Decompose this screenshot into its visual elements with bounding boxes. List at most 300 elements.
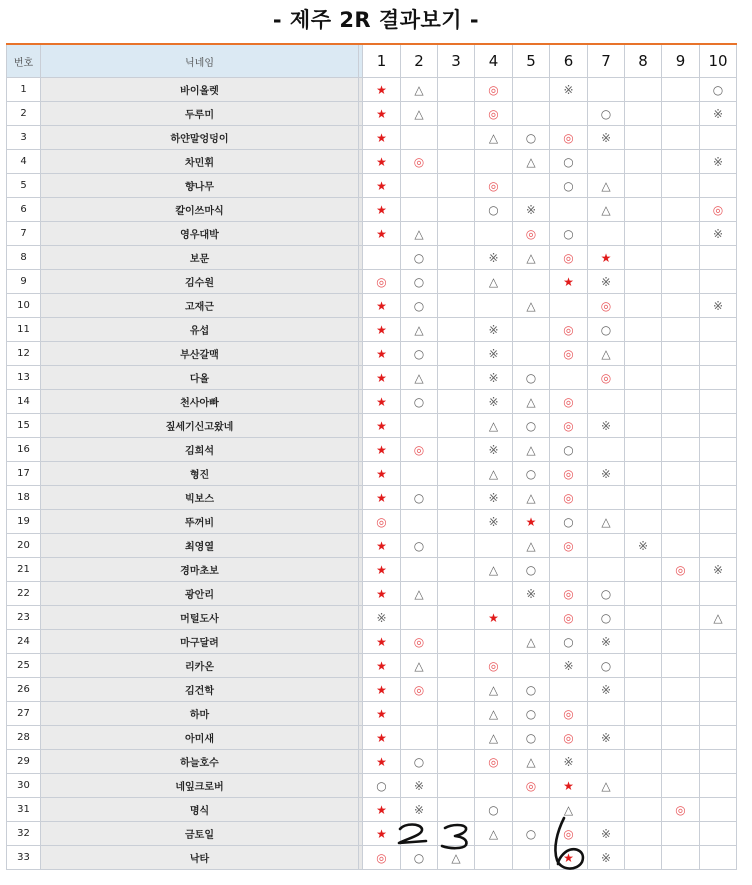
- pick-cell-race-4: [475, 534, 513, 558]
- pick-cell-race-3: [438, 294, 475, 318]
- header-race-10: 10: [700, 44, 737, 78]
- pick-cell-race-3: [438, 510, 475, 534]
- pick-cell-race-2: △: [401, 654, 438, 678]
- pick-cell-race-3: [438, 78, 475, 102]
- row-nickname: 김건학: [41, 678, 359, 702]
- pick-cell-race-1: ★: [363, 702, 401, 726]
- table-row: [7, 774, 737, 798]
- pick-cell-race-3: [438, 702, 475, 726]
- table-row: [7, 438, 737, 462]
- pick-cell-race-4: [475, 846, 513, 870]
- pick-cell-race-8: [625, 630, 662, 654]
- pick-cell-race-4: ※: [475, 390, 513, 414]
- pick-cell-race-9: [662, 438, 700, 462]
- pick-cell-race-9: [662, 246, 700, 270]
- pick-cell-race-1: ★: [363, 462, 401, 486]
- pick-cell-race-3: [438, 102, 475, 126]
- pick-cell-race-5: ○: [513, 558, 550, 582]
- pick-cell-race-7: ※: [588, 414, 625, 438]
- pick-cell-race-1: ★: [363, 342, 401, 366]
- pick-cell-race-3: [438, 582, 475, 606]
- row-number: 2: [7, 102, 41, 126]
- header-nickname: 닉네임: [41, 44, 359, 78]
- row-nickname: 최영열: [41, 534, 359, 558]
- row-nickname: 유섭: [41, 318, 359, 342]
- row-number: 3: [7, 126, 41, 150]
- pick-cell-race-6: [550, 198, 588, 222]
- row-nickname: 머털도사: [41, 606, 359, 630]
- row-number: 27: [7, 702, 41, 726]
- pick-cell-race-2: ○: [401, 486, 438, 510]
- pick-cell-race-4: [475, 150, 513, 174]
- pick-cell-race-4: [475, 222, 513, 246]
- row-number: 31: [7, 798, 41, 822]
- pick-cell-race-4: ※: [475, 366, 513, 390]
- pick-cell-race-4: [475, 582, 513, 606]
- pick-cell-race-3: [438, 246, 475, 270]
- pick-cell-race-9: [662, 78, 700, 102]
- pick-cell-race-2: ※: [401, 774, 438, 798]
- table-row: [7, 702, 737, 726]
- pick-cell-race-2: [401, 174, 438, 198]
- pick-cell-race-10: ※: [700, 558, 737, 582]
- row-nickname: 명식: [41, 798, 359, 822]
- pick-cell-race-5: ○: [513, 126, 550, 150]
- pick-cell-race-3: [438, 198, 475, 222]
- pick-cell-race-8: [625, 102, 662, 126]
- pick-cell-race-10: [700, 126, 737, 150]
- pick-cell-race-5: △: [513, 486, 550, 510]
- pick-cell-race-5: ◎: [513, 222, 550, 246]
- pick-cell-race-10: [700, 774, 737, 798]
- pick-cell-race-4: [475, 294, 513, 318]
- pick-cell-race-3: [438, 126, 475, 150]
- table-row: [7, 414, 737, 438]
- pick-cell-race-4: △: [475, 726, 513, 750]
- row-number: 10: [7, 294, 41, 318]
- row-number: 8: [7, 246, 41, 270]
- pick-cell-race-6: ◎: [550, 126, 588, 150]
- pick-cell-race-3: [438, 318, 475, 342]
- pick-cell-race-10: [700, 510, 737, 534]
- pick-cell-race-6: [550, 366, 588, 390]
- pick-cell-race-6: ◎: [550, 414, 588, 438]
- pick-cell-race-5: ※: [513, 198, 550, 222]
- pick-cell-race-6: ※: [550, 654, 588, 678]
- table-row: [7, 174, 737, 198]
- pick-cell-race-8: [625, 678, 662, 702]
- pick-cell-race-5: △: [513, 534, 550, 558]
- pick-cell-race-1: ◎: [363, 510, 401, 534]
- pick-cell-race-7: [588, 438, 625, 462]
- pick-cell-race-3: [438, 534, 475, 558]
- table-row: [7, 750, 737, 774]
- pick-cell-race-7: [588, 558, 625, 582]
- row-nickname: 하늘호수: [41, 750, 359, 774]
- row-number: 30: [7, 774, 41, 798]
- row-nickname: 낙타: [41, 846, 359, 870]
- pick-cell-race-6: ※: [550, 750, 588, 774]
- pick-cell-race-3: [438, 798, 475, 822]
- row-nickname: 짚세기신고왔네: [41, 414, 359, 438]
- pick-cell-race-9: ◎: [662, 558, 700, 582]
- pick-cell-race-9: [662, 294, 700, 318]
- pick-cell-race-1: ★: [363, 750, 401, 774]
- pick-cell-race-2: [401, 558, 438, 582]
- pick-cell-race-10: [700, 174, 737, 198]
- pick-cell-race-9: [662, 846, 700, 870]
- table-row: [7, 150, 737, 174]
- pick-cell-race-2: ○: [401, 846, 438, 870]
- pick-cell-race-2: ○: [401, 342, 438, 366]
- pick-cell-race-9: ◎: [662, 798, 700, 822]
- pick-cell-race-1: ※: [363, 606, 401, 630]
- pick-cell-race-3: △: [438, 846, 475, 870]
- header-race-6: 6: [550, 44, 588, 78]
- pick-cell-race-1: ★: [363, 678, 401, 702]
- pick-cell-race-6: ○: [550, 630, 588, 654]
- pick-cell-race-9: [662, 102, 700, 126]
- pick-cell-race-7: ※: [588, 630, 625, 654]
- pick-cell-race-3: [438, 342, 475, 366]
- pick-cell-race-9: [662, 270, 700, 294]
- pick-cell-race-10: [700, 750, 737, 774]
- pick-cell-race-6: ★: [550, 846, 588, 870]
- pick-cell-race-6: ◎: [550, 534, 588, 558]
- table-row: [7, 390, 737, 414]
- pick-cell-race-1: ◎: [363, 270, 401, 294]
- pick-cell-race-1: ★: [363, 414, 401, 438]
- pick-cell-race-6: ◎: [550, 822, 588, 846]
- row-number: 24: [7, 630, 41, 654]
- pick-cell-race-2: [401, 606, 438, 630]
- row-nickname: 네잎크로버: [41, 774, 359, 798]
- pick-cell-race-8: [625, 150, 662, 174]
- pick-cell-race-7: [588, 798, 625, 822]
- header-race-8: 8: [625, 44, 662, 78]
- pick-cell-race-7: ※: [588, 462, 625, 486]
- pick-cell-race-1: ★: [363, 558, 401, 582]
- pick-cell-race-8: [625, 486, 662, 510]
- pick-cell-race-4: ○: [475, 798, 513, 822]
- pick-cell-race-4: ※: [475, 438, 513, 462]
- pick-cell-race-9: [662, 534, 700, 558]
- pick-cell-race-7: [588, 150, 625, 174]
- table-row: [7, 126, 737, 150]
- pick-cell-race-9: [662, 126, 700, 150]
- pick-cell-race-5: △: [513, 750, 550, 774]
- row-nickname: 마구달려: [41, 630, 359, 654]
- pick-cell-race-8: [625, 78, 662, 102]
- pick-cell-race-5: ◎: [513, 774, 550, 798]
- row-nickname: 경마초보: [41, 558, 359, 582]
- pick-cell-race-10: ※: [700, 150, 737, 174]
- pick-cell-race-7: [588, 750, 625, 774]
- row-number: 16: [7, 438, 41, 462]
- pick-cell-race-5: ★: [513, 510, 550, 534]
- pick-cell-race-5: ○: [513, 726, 550, 750]
- row-number: 20: [7, 534, 41, 558]
- pick-cell-race-8: [625, 846, 662, 870]
- pick-cell-race-4: ◎: [475, 102, 513, 126]
- pick-cell-race-1: [363, 246, 401, 270]
- pick-cell-race-8: [625, 342, 662, 366]
- pick-cell-race-9: [662, 174, 700, 198]
- pick-cell-race-3: [438, 726, 475, 750]
- pick-cell-race-5: ※: [513, 582, 550, 606]
- pick-cell-race-7: ★: [588, 246, 625, 270]
- pick-cell-race-5: ○: [513, 414, 550, 438]
- pick-cell-race-3: [438, 774, 475, 798]
- table-row: [7, 534, 737, 558]
- pick-cell-race-2: ◎: [401, 678, 438, 702]
- pick-cell-race-4: ★: [475, 606, 513, 630]
- pick-cell-race-2: ※: [401, 798, 438, 822]
- table-row: [7, 630, 737, 654]
- table-row: [7, 102, 737, 126]
- pick-cell-race-10: [700, 630, 737, 654]
- pick-cell-race-10: ※: [700, 102, 737, 126]
- pick-cell-race-5: [513, 606, 550, 630]
- pick-cell-race-5: [513, 798, 550, 822]
- pick-cell-race-1: ★: [363, 390, 401, 414]
- pick-cell-race-4: △: [475, 678, 513, 702]
- pick-cell-race-10: △: [700, 606, 737, 630]
- pick-cell-race-10: ○: [700, 78, 737, 102]
- pick-cell-race-2: [401, 414, 438, 438]
- pick-cell-race-3: [438, 558, 475, 582]
- pick-cell-race-9: [662, 462, 700, 486]
- pick-cell-race-4: △: [475, 822, 513, 846]
- pick-cell-race-8: [625, 222, 662, 246]
- table-row: [7, 822, 737, 846]
- pick-cell-race-1: ★: [363, 174, 401, 198]
- pick-cell-race-2: △: [401, 78, 438, 102]
- pick-cell-race-1: ★: [363, 822, 401, 846]
- table-row: [7, 318, 737, 342]
- pick-cell-race-7: [588, 702, 625, 726]
- pick-cell-race-5: △: [513, 630, 550, 654]
- row-nickname: 광안리: [41, 582, 359, 606]
- pick-cell-race-8: [625, 558, 662, 582]
- pick-cell-race-8: [625, 822, 662, 846]
- pick-cell-race-8: [625, 390, 662, 414]
- pick-cell-race-2: △: [401, 366, 438, 390]
- pick-cell-race-2: ◎: [401, 630, 438, 654]
- pick-cell-race-6: [550, 558, 588, 582]
- pick-cell-race-7: ○: [588, 654, 625, 678]
- pick-cell-race-2: [401, 510, 438, 534]
- pick-cell-race-10: [700, 318, 737, 342]
- row-nickname: 빅보스: [41, 486, 359, 510]
- table-row: [7, 342, 737, 366]
- pick-cell-race-1: ★: [363, 630, 401, 654]
- row-number: 18: [7, 486, 41, 510]
- header-race-7: 7: [588, 44, 625, 78]
- pick-cell-race-6: ◎: [550, 390, 588, 414]
- pick-cell-race-4: [475, 630, 513, 654]
- pick-cell-race-3: [438, 606, 475, 630]
- pick-cell-race-3: [438, 270, 475, 294]
- pick-cell-race-6: ◎: [550, 318, 588, 342]
- pick-cell-race-9: [662, 774, 700, 798]
- header-race-3: 3: [438, 44, 475, 78]
- pick-cell-race-5: △: [513, 438, 550, 462]
- pick-cell-race-3: [438, 366, 475, 390]
- pick-cell-race-5: [513, 318, 550, 342]
- pick-cell-race-2: [401, 126, 438, 150]
- pick-cell-race-7: [588, 222, 625, 246]
- pick-cell-race-10: [700, 846, 737, 870]
- pick-cell-race-8: [625, 510, 662, 534]
- row-number: 12: [7, 342, 41, 366]
- row-number: 15: [7, 414, 41, 438]
- pick-cell-race-7: ○: [588, 102, 625, 126]
- pick-cell-race-2: [401, 462, 438, 486]
- pick-cell-race-3: [438, 654, 475, 678]
- pick-cell-race-5: △: [513, 294, 550, 318]
- pick-cell-race-4: ※: [475, 486, 513, 510]
- pick-cell-race-1: ★: [363, 294, 401, 318]
- pick-cell-race-8: [625, 654, 662, 678]
- pick-cell-race-9: [662, 606, 700, 630]
- header-race-4: 4: [475, 44, 513, 78]
- pick-cell-race-2: ○: [401, 294, 438, 318]
- pick-cell-race-9: [662, 750, 700, 774]
- row-nickname: 천사아빠: [41, 390, 359, 414]
- pick-cell-race-1: ★: [363, 366, 401, 390]
- pick-cell-race-7: ※: [588, 846, 625, 870]
- pick-cell-race-6: ◎: [550, 462, 588, 486]
- pick-cell-race-8: [625, 414, 662, 438]
- row-nickname: 리카온: [41, 654, 359, 678]
- pick-cell-race-5: △: [513, 150, 550, 174]
- table-row: [7, 366, 737, 390]
- pick-cell-race-8: [625, 798, 662, 822]
- pick-cell-race-5: [513, 174, 550, 198]
- pick-cell-race-6: △: [550, 798, 588, 822]
- row-number: 26: [7, 678, 41, 702]
- table-row: [7, 486, 737, 510]
- pick-cell-race-2: ○: [401, 246, 438, 270]
- row-nickname: 보문: [41, 246, 359, 270]
- table-row: [7, 270, 737, 294]
- pick-cell-race-2: ◎: [401, 438, 438, 462]
- row-nickname: 아미새: [41, 726, 359, 750]
- pick-cell-race-9: [662, 510, 700, 534]
- pick-cell-race-2: ○: [401, 534, 438, 558]
- row-number: 23: [7, 606, 41, 630]
- pick-cell-race-1: ○: [363, 774, 401, 798]
- pick-cell-race-2: △: [401, 222, 438, 246]
- pick-cell-race-8: [625, 246, 662, 270]
- row-number: 22: [7, 582, 41, 606]
- row-number: 9: [7, 270, 41, 294]
- pick-cell-race-7: [588, 486, 625, 510]
- pick-cell-race-2: [401, 702, 438, 726]
- row-number: 28: [7, 726, 41, 750]
- pick-cell-race-8: ※: [625, 534, 662, 558]
- row-number: 29: [7, 750, 41, 774]
- table-row: [7, 246, 737, 270]
- pick-cell-race-5: △: [513, 390, 550, 414]
- pick-cell-race-3: [438, 174, 475, 198]
- table-row: [7, 294, 737, 318]
- pick-cell-race-1: ★: [363, 198, 401, 222]
- pick-cell-race-5: [513, 342, 550, 366]
- row-nickname: 하마: [41, 702, 359, 726]
- pick-cell-race-9: [662, 822, 700, 846]
- pick-cell-race-6: ◎: [550, 582, 588, 606]
- pick-cell-race-8: [625, 606, 662, 630]
- pick-cell-race-9: [662, 390, 700, 414]
- pick-cell-race-1: ★: [363, 486, 401, 510]
- table-row: [7, 846, 737, 870]
- pick-cell-race-3: [438, 630, 475, 654]
- row-nickname: 형진: [41, 462, 359, 486]
- pick-cell-race-7: ○: [588, 582, 625, 606]
- row-nickname: 고재근: [41, 294, 359, 318]
- row-nickname: 두루미: [41, 102, 359, 126]
- pick-cell-race-3: [438, 150, 475, 174]
- pick-cell-race-3: [438, 462, 475, 486]
- pick-cell-race-9: [662, 654, 700, 678]
- table-row: [7, 198, 737, 222]
- pick-cell-race-6: [550, 678, 588, 702]
- pick-cell-race-5: ○: [513, 462, 550, 486]
- pick-cell-race-8: [625, 726, 662, 750]
- row-number: 13: [7, 366, 41, 390]
- pick-cell-race-8: [625, 702, 662, 726]
- row-nickname: 바이올렛: [41, 78, 359, 102]
- pick-cell-race-9: [662, 222, 700, 246]
- row-nickname: 부산갈맥: [41, 342, 359, 366]
- pick-cell-race-9: [662, 414, 700, 438]
- pick-cell-race-2: [401, 198, 438, 222]
- pick-cell-race-8: [625, 366, 662, 390]
- table-row: [7, 582, 737, 606]
- header-number: 번호: [7, 44, 41, 78]
- pick-cell-race-1: ★: [363, 78, 401, 102]
- header-race-9: 9: [662, 44, 700, 78]
- pick-cell-race-1: ★: [363, 726, 401, 750]
- pick-cell-race-5: ○: [513, 822, 550, 846]
- pick-cell-race-5: △: [513, 246, 550, 270]
- pick-cell-race-2: ○: [401, 390, 438, 414]
- pick-cell-race-9: [662, 366, 700, 390]
- pick-cell-race-2: △: [401, 102, 438, 126]
- pick-cell-race-4: △: [475, 270, 513, 294]
- pick-cell-race-8: [625, 582, 662, 606]
- pick-cell-race-3: [438, 486, 475, 510]
- pick-cell-race-7: [588, 78, 625, 102]
- table-row: [7, 462, 737, 486]
- pick-cell-race-10: [700, 726, 737, 750]
- row-number: 19: [7, 510, 41, 534]
- row-number: 1: [7, 78, 41, 102]
- results-table: [6, 43, 737, 870]
- pick-cell-race-5: [513, 846, 550, 870]
- pick-cell-race-9: [662, 150, 700, 174]
- pick-cell-race-7: ※: [588, 270, 625, 294]
- pick-cell-race-4: ◎: [475, 174, 513, 198]
- pick-cell-race-3: [438, 222, 475, 246]
- row-number: 7: [7, 222, 41, 246]
- pick-cell-race-5: ○: [513, 702, 550, 726]
- pick-cell-race-10: ※: [700, 294, 737, 318]
- pick-cell-race-8: [625, 750, 662, 774]
- row-number: 14: [7, 390, 41, 414]
